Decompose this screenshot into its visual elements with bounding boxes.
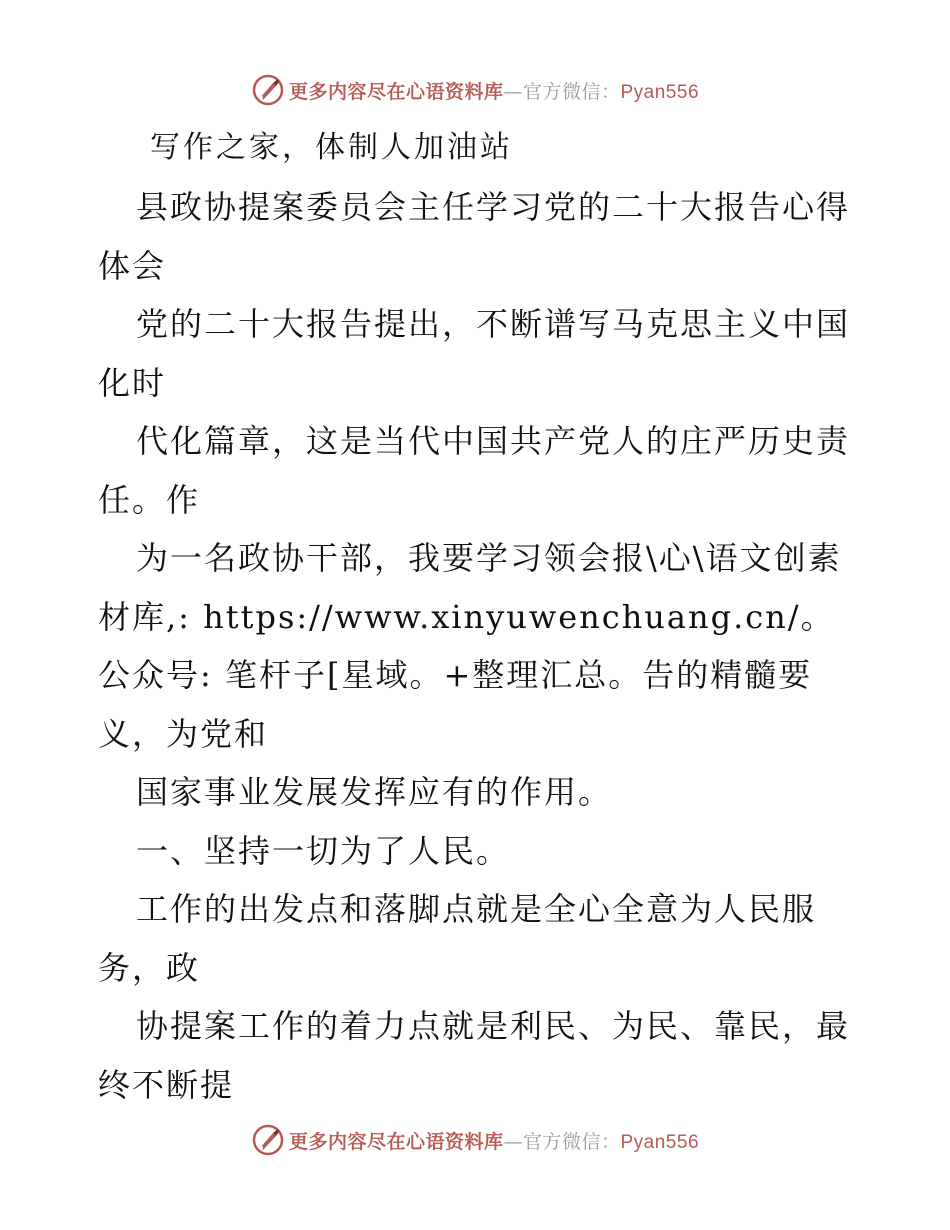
header-wechat-id: Pyan556 [620, 81, 700, 103]
pen-logo-icon [251, 1123, 285, 1157]
paragraph: 为一名政协干部，我要学习领会报\心\语文创素材库,: https://www.xinyuwenchuang.cn/。公众号: 笔杆子[星域。+整理汇总。告的精髓要义，为党和 [98, 539, 842, 753]
footer-banner [0, 1120, 950, 1160]
footer-wechat-label: 官方微信： [522, 1130, 621, 1153]
paragraph: 协提案工作的着力点就是利民、为民、靠民，最终不断提 [98, 1007, 851, 1104]
header-separator: — [503, 80, 523, 103]
header-wechat-label: 官方微信： [522, 80, 621, 103]
paragraph-title: 县政协提案委员会主任学习党的二十大报告心得体会 [98, 188, 851, 285]
paragraph: 代化篇章，这是当代中国共产党人的庄严历史责任。作 [98, 422, 851, 519]
site-title: 写作之家，体制人加油站 [150, 130, 513, 165]
footer-banner-text [289, 1127, 699, 1154]
footer-wechat-id: Pyan556 [620, 1131, 700, 1153]
pen-logo-icon [251, 73, 285, 107]
header-banner [0, 70, 950, 110]
footer-brand: 更多内容尽在心语资料库 [288, 1130, 504, 1153]
header-brand: 更多内容尽在心语资料库 [288, 80, 504, 103]
section-heading: 一、坚持一切为了人民。 [136, 831, 511, 870]
paragraph: 党的二十大报告提出，不断谱写马克思主义中国化时 [98, 305, 851, 402]
footer-separator: — [503, 1130, 523, 1153]
paragraph: 工作的出发点和落脚点就是全心全意为人民服务，政 [98, 890, 817, 987]
document-body [98, 178, 858, 1114]
header-banner-text [289, 77, 699, 104]
paragraph: 国家事业发展发挥应有的作用。 [136, 773, 613, 811]
